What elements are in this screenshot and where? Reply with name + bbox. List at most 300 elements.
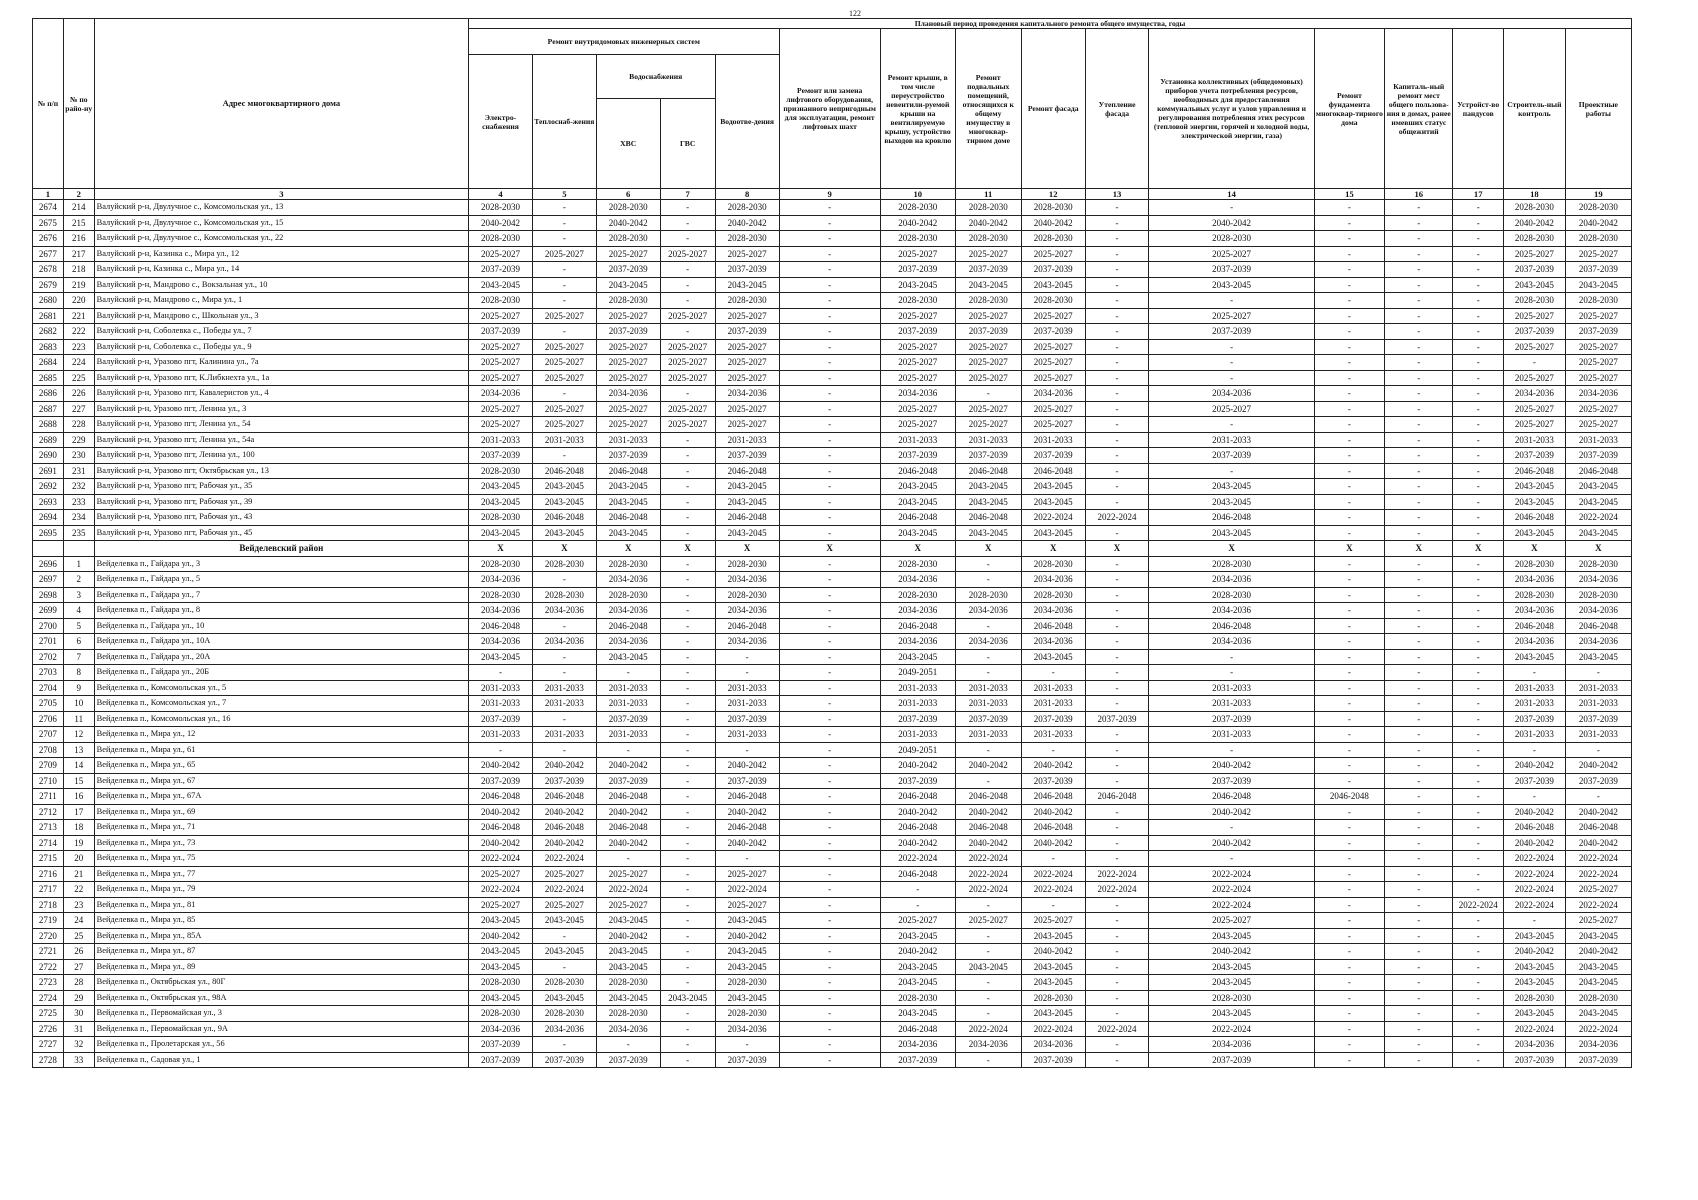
period-cell: -: [1453, 851, 1504, 867]
period-cell: 2040-2042: [880, 944, 955, 960]
capital-repair-table: [32, 18, 1632, 1068]
period-cell: -: [1385, 494, 1453, 510]
row-number: 2722: [33, 959, 64, 975]
house-address: Валуйский р-н, Уразово пгт, Октябрьская ул., 13: [94, 463, 468, 479]
period-cell: 2025-2027: [1565, 339, 1631, 355]
period-cell: 2028-2030: [469, 200, 533, 216]
period-cell: 2025-2027: [1021, 308, 1085, 324]
period-cell: 2025-2027: [532, 355, 596, 371]
period-cell: -: [1453, 990, 1504, 1006]
table-row: [33, 401, 1632, 417]
period-cell: -: [779, 851, 880, 867]
period-cell: -: [1504, 665, 1566, 681]
district-mark: X: [1314, 541, 1384, 557]
period-cell: -: [1314, 308, 1384, 324]
table-row: [33, 432, 1632, 448]
period-cell: 2043-2045: [596, 959, 660, 975]
table-row: [33, 370, 1632, 386]
district-row-group: [33, 541, 1632, 557]
table-row: [33, 696, 1632, 712]
district-mark: X: [1021, 541, 1085, 557]
period-cell: 2043-2045: [1021, 1006, 1085, 1022]
period-cell: 2031-2033: [532, 696, 596, 712]
period-cell: 2034-2036: [1149, 603, 1314, 619]
period-cell: 2037-2039: [1021, 262, 1085, 278]
period-cell: 2031-2033: [596, 432, 660, 448]
period-cell: -: [1453, 215, 1504, 231]
period-cell: 2025-2027: [1021, 401, 1085, 417]
period-cell: 2043-2045: [1565, 277, 1631, 293]
table-row: [33, 603, 1632, 619]
period-cell: -: [1314, 866, 1384, 882]
period-cell: 2028-2030: [469, 293, 533, 309]
district-row-number: 218: [63, 262, 94, 278]
period-cell: 2028-2030: [1504, 990, 1566, 1006]
period-cell: -: [779, 913, 880, 929]
header-col-4: Электро-снабжения: [469, 55, 533, 189]
period-cell: -: [1385, 1006, 1453, 1022]
house-address: Валуйский р-н, Мандрово с., Вокзальная ул., 10: [94, 277, 468, 293]
period-cell: 2025-2027: [880, 339, 955, 355]
period-cell: 2043-2045: [880, 975, 955, 991]
period-cell: 2037-2039: [469, 448, 533, 464]
period-cell: -: [779, 758, 880, 774]
period-cell: 2043-2045: [1565, 525, 1631, 541]
period-cell: 2043-2045: [469, 649, 533, 665]
period-cell: 2043-2045: [1149, 975, 1314, 991]
district-mark: X: [955, 541, 1021, 557]
period-cell: -: [1385, 401, 1453, 417]
period-cell: -: [779, 572, 880, 588]
period-cell: 2037-2039: [469, 711, 533, 727]
period-cell: -: [1021, 665, 1085, 681]
period-cell: 2043-2045: [715, 959, 779, 975]
period-cell: 2043-2045: [715, 479, 779, 495]
period-cell: -: [1314, 200, 1384, 216]
period-cell: 2025-2027: [532, 866, 596, 882]
period-cell: -: [779, 789, 880, 805]
row-number: 2678: [33, 262, 64, 278]
row-number: 2723: [33, 975, 64, 991]
period-cell: -: [596, 742, 660, 758]
period-cell: 2022-2024: [596, 882, 660, 898]
period-cell: 2046-2048: [715, 510, 779, 526]
period-cell: 2022-2024: [1149, 866, 1314, 882]
period-cell: 2031-2033: [469, 680, 533, 696]
period-cell: -: [1314, 835, 1384, 851]
period-cell: -: [1314, 959, 1384, 975]
district-row-number: 223: [63, 339, 94, 355]
column-number: 8: [715, 189, 779, 200]
period-cell: 2022-2024: [469, 882, 533, 898]
period-cell: 2028-2030: [532, 587, 596, 603]
period-cell: -: [660, 634, 715, 650]
period-cell: 2043-2045: [1565, 975, 1631, 991]
period-cell: 2031-2033: [880, 727, 955, 743]
period-cell: -: [469, 742, 533, 758]
period-cell: -: [955, 556, 1021, 572]
period-cell: 2037-2039: [469, 262, 533, 278]
page-number: 122: [849, 9, 861, 18]
period-cell: 2025-2027: [955, 913, 1021, 929]
period-cell: 2046-2048: [715, 820, 779, 836]
period-cell: -: [779, 215, 880, 231]
period-cell: -: [1453, 494, 1504, 510]
period-cell: 2046-2048: [955, 789, 1021, 805]
period-cell: 2040-2042: [469, 835, 533, 851]
house-address: Вейделевка п., Мира ул., 81: [94, 897, 468, 913]
period-cell: 2043-2045: [715, 990, 779, 1006]
period-cell: -: [955, 386, 1021, 402]
table-body-veydelevsky: [33, 556, 1632, 1068]
period-cell: 2040-2042: [469, 215, 533, 231]
table-row: [33, 386, 1632, 402]
period-cell: -: [1565, 789, 1631, 805]
period-cell: 2046-2048: [1021, 463, 1085, 479]
period-cell: -: [1453, 727, 1504, 743]
period-cell: -: [1453, 649, 1504, 665]
period-cell: 2043-2045: [715, 494, 779, 510]
period-cell: -: [1314, 572, 1384, 588]
period-cell: -: [1453, 975, 1504, 991]
period-cell: -: [779, 866, 880, 882]
period-cell: -: [1085, 913, 1149, 929]
period-cell: 2040-2042: [955, 758, 1021, 774]
row-number: 2689: [33, 432, 64, 448]
period-cell: 2037-2039: [880, 773, 955, 789]
period-cell: -: [1314, 665, 1384, 681]
period-cell: -: [660, 200, 715, 216]
period-cell: 2037-2039: [1149, 773, 1314, 789]
period-cell: 2034-2036: [1504, 603, 1566, 619]
house-address: Валуйский р-н, Уразово пгт, Рабочая ул., 39: [94, 494, 468, 510]
column-number: 16: [1385, 189, 1453, 200]
period-cell: 2025-2027: [596, 897, 660, 913]
district-row-number: 25: [63, 928, 94, 944]
period-cell: 2034-2036: [880, 1037, 955, 1053]
period-cell: -: [779, 324, 880, 340]
row-number: 2683: [33, 339, 64, 355]
period-cell: -: [1314, 990, 1384, 1006]
period-cell: -: [1085, 215, 1149, 231]
period-cell: -: [660, 494, 715, 510]
row-number: 2680: [33, 293, 64, 309]
period-cell: 2040-2042: [596, 835, 660, 851]
period-cell: 2034-2036: [1021, 1037, 1085, 1053]
period-cell: 2037-2039: [1504, 262, 1566, 278]
district-row-number: 228: [63, 417, 94, 433]
table-row: [33, 618, 1632, 634]
row-number: 2716: [33, 866, 64, 882]
period-cell: 2031-2033: [955, 680, 1021, 696]
house-address: Вейделевка п., Гайдара ул., 5: [94, 572, 468, 588]
period-cell: 2043-2045: [532, 494, 596, 510]
period-cell: 2025-2027: [469, 339, 533, 355]
period-cell: 2040-2042: [1021, 944, 1085, 960]
district-row-number: 18: [63, 820, 94, 836]
period-cell: 2037-2039: [469, 324, 533, 340]
period-cell: -: [1085, 851, 1149, 867]
period-cell: -: [532, 231, 596, 247]
period-cell: 2037-2039: [1085, 711, 1149, 727]
period-cell: -: [779, 634, 880, 650]
period-cell: 2022-2024: [1021, 1021, 1085, 1037]
capital-repair-table-wrap: [32, 18, 1632, 1068]
period-cell: 2037-2039: [1565, 262, 1631, 278]
period-cell: 2040-2042: [1565, 804, 1631, 820]
period-cell: -: [1453, 944, 1504, 960]
period-cell: 2025-2027: [469, 370, 533, 386]
period-cell: 2028-2030: [596, 587, 660, 603]
period-cell: 2031-2033: [1149, 680, 1314, 696]
period-cell: -: [1385, 742, 1453, 758]
period-cell: 2040-2042: [1504, 835, 1566, 851]
period-cell: 2043-2045: [1504, 525, 1566, 541]
period-cell: 2037-2039: [955, 324, 1021, 340]
period-cell: 2025-2027: [660, 417, 715, 433]
row-number: 2726: [33, 1021, 64, 1037]
period-cell: -: [660, 882, 715, 898]
period-cell: -: [660, 944, 715, 960]
period-cell: -: [779, 1052, 880, 1068]
period-cell: 2034-2036: [1021, 386, 1085, 402]
period-cell: 2028-2030: [880, 200, 955, 216]
period-cell: -: [1453, 587, 1504, 603]
period-cell: 2046-2048: [1149, 510, 1314, 526]
period-cell: 2046-2048: [1504, 463, 1566, 479]
period-cell: 2040-2042: [469, 804, 533, 820]
house-address: Вейделевка п., Мира ул., 89: [94, 959, 468, 975]
row-number: 2704: [33, 680, 64, 696]
period-cell: -: [532, 572, 596, 588]
period-cell: -: [1085, 231, 1149, 247]
house-address: Вейделевка п., Октябрьская ул., 80Г: [94, 975, 468, 991]
district-mark: X: [1504, 541, 1566, 557]
period-cell: -: [1385, 820, 1453, 836]
period-cell: 2028-2030: [1149, 990, 1314, 1006]
period-cell: -: [955, 572, 1021, 588]
period-cell: 2043-2045: [1021, 525, 1085, 541]
period-cell: 2028-2030: [596, 293, 660, 309]
period-cell: 2031-2033: [596, 696, 660, 712]
row-number: 2724: [33, 990, 64, 1006]
period-cell: 2046-2048: [1149, 789, 1314, 805]
period-cell: -: [660, 742, 715, 758]
period-cell: -: [532, 711, 596, 727]
period-cell: -: [1453, 835, 1504, 851]
period-cell: -: [1085, 277, 1149, 293]
row-number: 2682: [33, 324, 64, 340]
period-cell: -: [779, 975, 880, 991]
period-cell: 2034-2036: [880, 386, 955, 402]
period-cell: 2043-2045: [596, 990, 660, 1006]
period-cell: 2046-2048: [532, 463, 596, 479]
period-cell: -: [660, 928, 715, 944]
period-cell: 2025-2027: [880, 246, 955, 262]
table-row: [33, 773, 1632, 789]
column-number: 11: [955, 189, 1021, 200]
table-row: [33, 913, 1632, 929]
period-cell: -: [1453, 277, 1504, 293]
district-row-number: 12: [63, 727, 94, 743]
period-cell: 2040-2042: [532, 758, 596, 774]
period-cell: -: [1085, 572, 1149, 588]
period-cell: -: [1149, 742, 1314, 758]
house-address: Вейделевка п., Гайдара ул., 20Б: [94, 665, 468, 681]
period-cell: 2043-2045: [596, 525, 660, 541]
period-cell: -: [779, 897, 880, 913]
period-cell: 2025-2027: [660, 370, 715, 386]
period-cell: -: [779, 339, 880, 355]
period-cell: -: [955, 975, 1021, 991]
period-cell: -: [1453, 448, 1504, 464]
period-cell: 2040-2042: [1021, 804, 1085, 820]
period-cell: -: [660, 851, 715, 867]
district-row-number: 14: [63, 758, 94, 774]
period-cell: 2037-2039: [1565, 1052, 1631, 1068]
period-cell: -: [1314, 944, 1384, 960]
district-row-number: 219: [63, 277, 94, 293]
period-cell: -: [1453, 432, 1504, 448]
row-number: 2674: [33, 200, 64, 216]
period-cell: -: [1314, 494, 1384, 510]
period-cell: -: [1453, 293, 1504, 309]
district-mark: X: [469, 541, 533, 557]
period-cell: -: [1085, 494, 1149, 510]
table-row: [33, 1052, 1632, 1068]
period-cell: 2025-2027: [880, 401, 955, 417]
period-cell: -: [1453, 246, 1504, 262]
period-cell: 2031-2033: [955, 432, 1021, 448]
period-cell: 2028-2030: [715, 293, 779, 309]
column-number: 3: [94, 189, 468, 200]
period-cell: -: [1085, 262, 1149, 278]
period-cell: 2025-2027: [955, 246, 1021, 262]
period-cell: -: [1085, 990, 1149, 1006]
period-cell: -: [660, 293, 715, 309]
period-cell: 2025-2027: [880, 355, 955, 371]
period-cell: -: [660, 1021, 715, 1037]
period-cell: 2028-2030: [715, 200, 779, 216]
period-cell: -: [715, 1037, 779, 1053]
period-cell: 2028-2030: [715, 1006, 779, 1022]
period-cell: -: [1021, 851, 1085, 867]
period-cell: 2046-2048: [880, 510, 955, 526]
period-cell: 2028-2030: [469, 1006, 533, 1022]
period-cell: -: [1085, 308, 1149, 324]
period-cell: 2025-2027: [715, 866, 779, 882]
period-cell: -: [660, 727, 715, 743]
period-cell: -: [1453, 913, 1504, 929]
period-cell: -: [779, 820, 880, 836]
period-cell: -: [1453, 262, 1504, 278]
period-cell: -: [1149, 463, 1314, 479]
period-cell: 2028-2030: [1021, 200, 1085, 216]
row-number: 2725: [33, 1006, 64, 1022]
period-cell: -: [660, 525, 715, 541]
period-cell: -: [1314, 773, 1384, 789]
period-cell: 2025-2027: [660, 401, 715, 417]
period-cell: -: [880, 897, 955, 913]
period-cell: 2022-2024: [1149, 897, 1314, 913]
district-row-number: 222: [63, 324, 94, 340]
period-cell: -: [1149, 820, 1314, 836]
house-address: Вейделевка п., Гайдара ул., 10А: [94, 634, 468, 650]
period-cell: 2022-2024: [1565, 851, 1631, 867]
district-row-number: 233: [63, 494, 94, 510]
house-address: Валуйский р-н, Уразово пгт, Ленина ул., 54а: [94, 432, 468, 448]
period-cell: -: [1314, 649, 1384, 665]
period-cell: -: [1085, 525, 1149, 541]
period-cell: 2043-2045: [1504, 928, 1566, 944]
header-col-15: Ремонт фундамента многоквар-тирного дома: [1314, 29, 1384, 189]
period-cell: 2037-2039: [469, 773, 533, 789]
row-number: 2684: [33, 355, 64, 371]
row-number: 2686: [33, 386, 64, 402]
period-cell: -: [1149, 370, 1314, 386]
period-cell: 2046-2048: [1504, 618, 1566, 634]
period-cell: -: [1453, 1037, 1504, 1053]
house-address: Вейделевка п., Мира ул., 69: [94, 804, 468, 820]
district-row-number: 215: [63, 215, 94, 231]
period-cell: 2046-2048: [596, 820, 660, 836]
period-cell: -: [660, 587, 715, 603]
period-cell: -: [1385, 370, 1453, 386]
period-cell: -: [1314, 246, 1384, 262]
period-cell: 2025-2027: [469, 246, 533, 262]
period-cell: -: [660, 835, 715, 851]
period-cell: -: [1314, 820, 1384, 836]
period-cell: 2028-2030: [1021, 293, 1085, 309]
period-cell: -: [779, 386, 880, 402]
header-col-5: Теплоснаб-жения: [532, 55, 596, 189]
period-cell: 2034-2036: [955, 634, 1021, 650]
table-row: [33, 1021, 1632, 1037]
period-cell: -: [1085, 448, 1149, 464]
period-cell: 2046-2048: [880, 463, 955, 479]
period-cell: -: [1085, 355, 1149, 371]
period-cell: -: [779, 618, 880, 634]
table-row: [33, 448, 1632, 464]
house-address: Валуйский р-н, Уразово пгт, Кавалеристов ул., 4: [94, 386, 468, 402]
period-cell: 2034-2036: [955, 1037, 1021, 1053]
period-cell: 2043-2045: [1021, 649, 1085, 665]
period-cell: -: [660, 572, 715, 588]
period-cell: 2034-2036: [596, 386, 660, 402]
house-address: Валуйский р-н, Мандрово с., Мира ул., 1: [94, 293, 468, 309]
period-cell: 2046-2048: [1565, 618, 1631, 634]
table-row: [33, 339, 1632, 355]
period-cell: -: [532, 200, 596, 216]
period-cell: 2046-2048: [596, 463, 660, 479]
period-cell: -: [1385, 944, 1453, 960]
period-cell: 2025-2027: [1149, 401, 1314, 417]
period-cell: 2022-2024: [1565, 866, 1631, 882]
period-cell: -: [1504, 789, 1566, 805]
period-cell: 2022-2024: [1149, 882, 1314, 898]
period-cell: -: [1453, 804, 1504, 820]
period-cell: -: [1385, 851, 1453, 867]
period-cell: 2025-2027: [1021, 355, 1085, 371]
period-cell: 2037-2039: [532, 1052, 596, 1068]
period-cell: 2043-2045: [715, 525, 779, 541]
period-cell: 2031-2033: [1565, 432, 1631, 448]
period-cell: -: [1085, 804, 1149, 820]
period-cell: 2037-2039: [880, 324, 955, 340]
district-row-number: 220: [63, 293, 94, 309]
period-cell: 2022-2024: [469, 851, 533, 867]
period-cell: -: [1314, 277, 1384, 293]
